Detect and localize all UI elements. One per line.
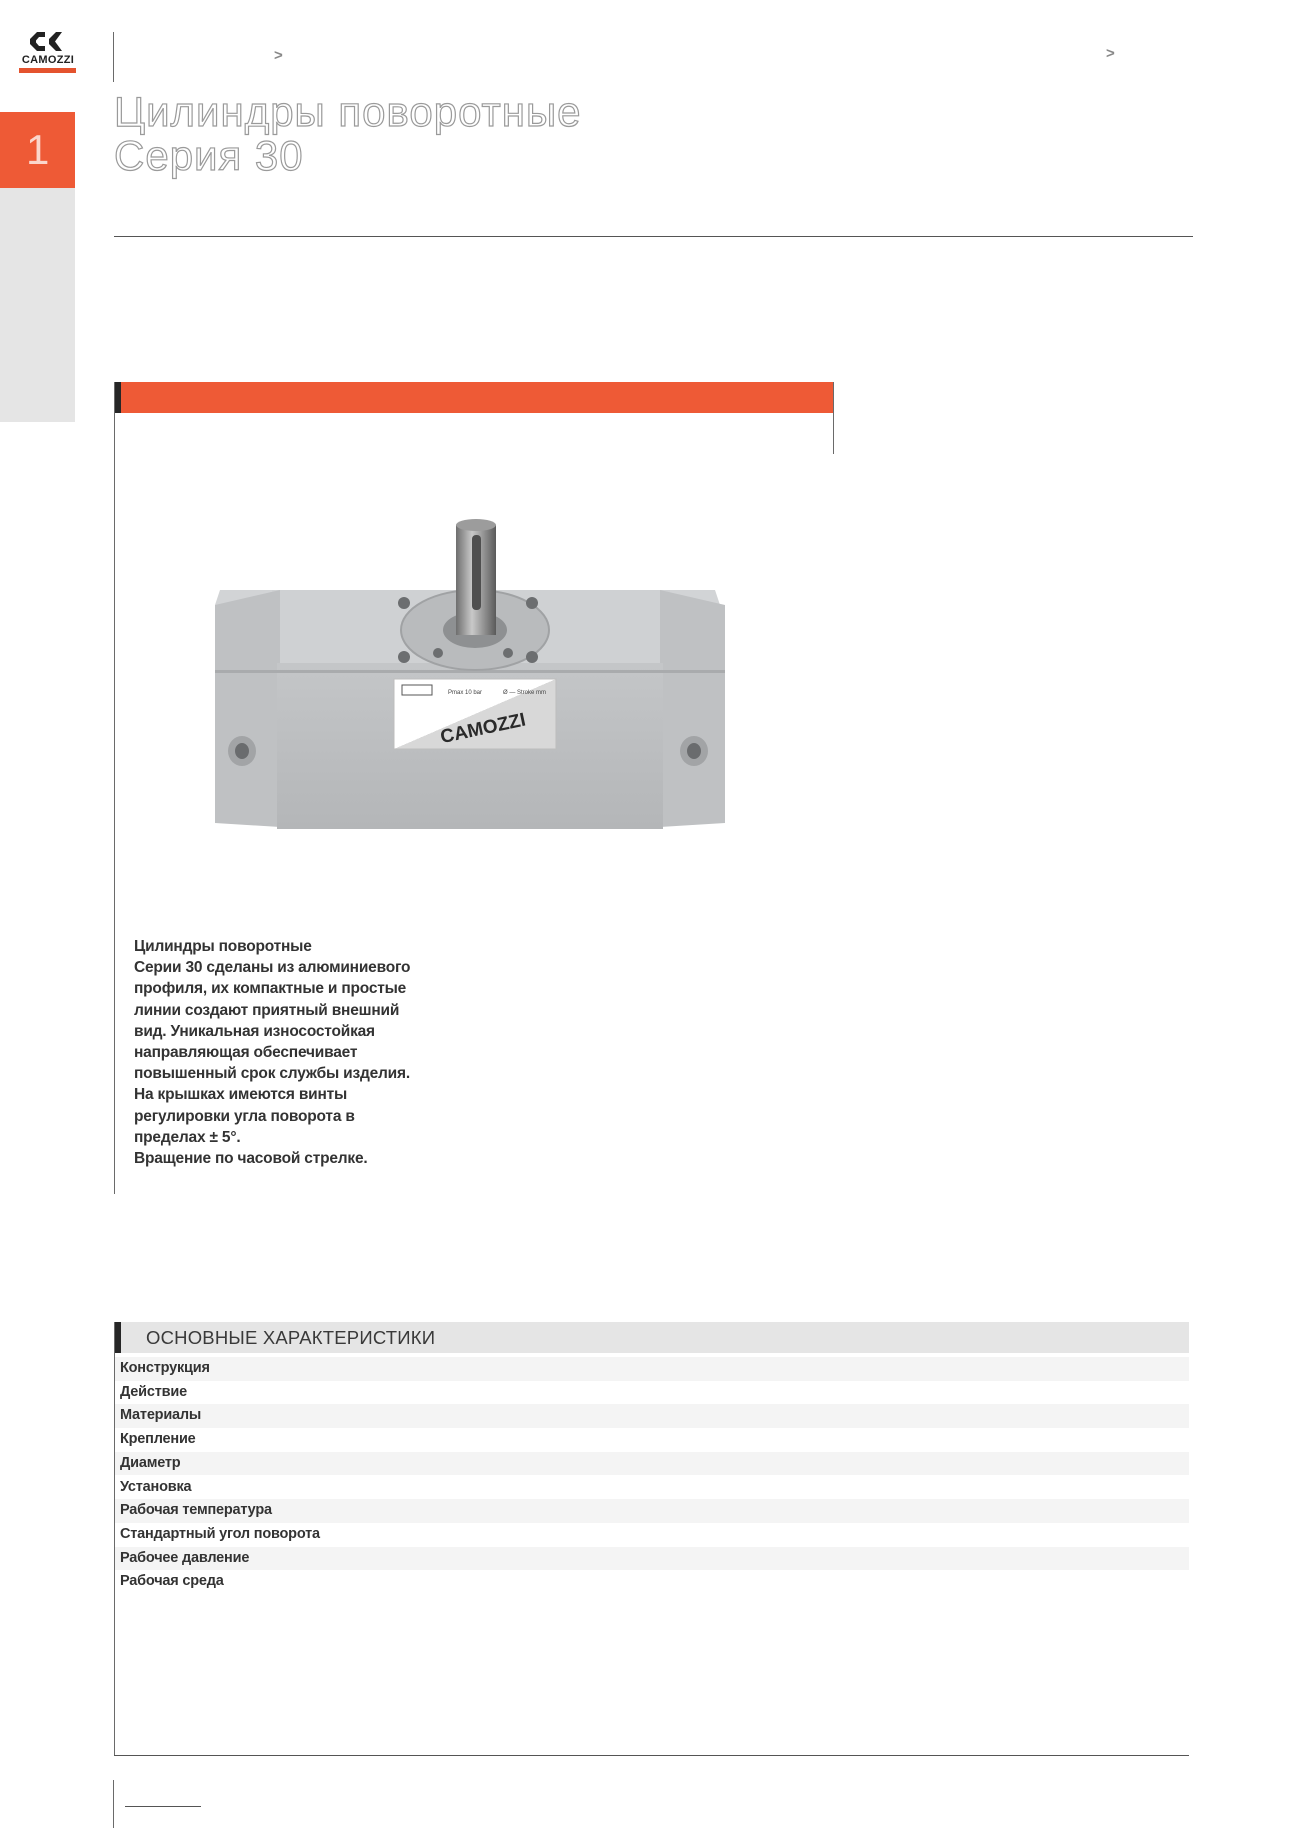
description-line: Вращение по часовой стрелке. bbox=[134, 1150, 368, 1168]
header-vertical-rule bbox=[113, 32, 114, 82]
description-line: направляющая обеспечивает bbox=[134, 1044, 358, 1062]
description-line: Серии 30 сделаны из алюминиевого bbox=[134, 959, 411, 977]
characteristic-row-rotation-angle: Стандартный угол поворота bbox=[120, 1525, 320, 1542]
footer-short-rule bbox=[125, 1806, 201, 1807]
characteristic-row-materials: Материалы bbox=[115, 1404, 1189, 1428]
banner-right-rule bbox=[833, 382, 834, 454]
characteristic-row-installation: Установка bbox=[120, 1478, 192, 1495]
characteristics-heading-marker bbox=[114, 1322, 121, 1353]
content-left-rule bbox=[114, 382, 115, 1194]
characteristics-heading: ОСНОВНЫЕ ХАРАКТЕРИСТИКИ bbox=[121, 1322, 1189, 1353]
characteristic-row-mounting: Крепление bbox=[120, 1431, 196, 1448]
description-line: повышенный срок службы изделия. bbox=[134, 1065, 410, 1083]
brand-underline bbox=[19, 68, 76, 73]
description-line: вид. Уникальная износостойкая bbox=[134, 1022, 375, 1040]
characteristic-row-operating-temperature: Рабочая температура bbox=[115, 1499, 1189, 1523]
label-stroke-text: Ø — Stroke mm bbox=[503, 690, 547, 696]
section-banner bbox=[121, 382, 833, 413]
page-title-line1: Цилиндры поворотные bbox=[114, 88, 582, 135]
footer-vertical-rule bbox=[113, 1780, 114, 1828]
description-line: На крышках имеются винты bbox=[134, 1086, 348, 1104]
title-divider bbox=[114, 236, 1193, 237]
characteristic-row-working-medium: Рабочая среда bbox=[120, 1573, 224, 1590]
page-title-line2: Серия 30 bbox=[114, 132, 304, 179]
label-pmax-text: Pmax 10 bar bbox=[448, 690, 483, 696]
breadcrumb-separator-right: > bbox=[1106, 45, 1115, 62]
characteristic-row-operating-pressure: Рабочее давление bbox=[115, 1547, 1189, 1571]
description-line: регулировки угла поворота в bbox=[134, 1107, 355, 1125]
brand-name: CAMOZZI bbox=[21, 54, 75, 66]
section-banner-marker bbox=[114, 382, 121, 413]
product-description bbox=[134, 936, 464, 1169]
label-brand-text: CAMOZZI bbox=[438, 709, 528, 749]
characteristics-bottom-rule bbox=[114, 1755, 1189, 1756]
characteristic-row-construction: Конструкция bbox=[115, 1357, 1189, 1381]
characteristic-row-action: Действие bbox=[120, 1383, 187, 1400]
rotary-cylinder-product-image bbox=[190, 505, 750, 865]
breadcrumb-separator-left: > bbox=[274, 47, 283, 64]
characteristic-row-diameter: Диаметр bbox=[115, 1452, 1189, 1476]
description-line: Цилиндры поворотные bbox=[134, 938, 312, 955]
description-line: линии создают приятный внешний bbox=[134, 1001, 400, 1019]
chapter-number-tab[interactable]: 1 bbox=[0, 112, 75, 188]
description-line: профиля, их компактные и простые bbox=[134, 980, 407, 998]
description-line: пределах ± 5°. bbox=[134, 1128, 241, 1146]
